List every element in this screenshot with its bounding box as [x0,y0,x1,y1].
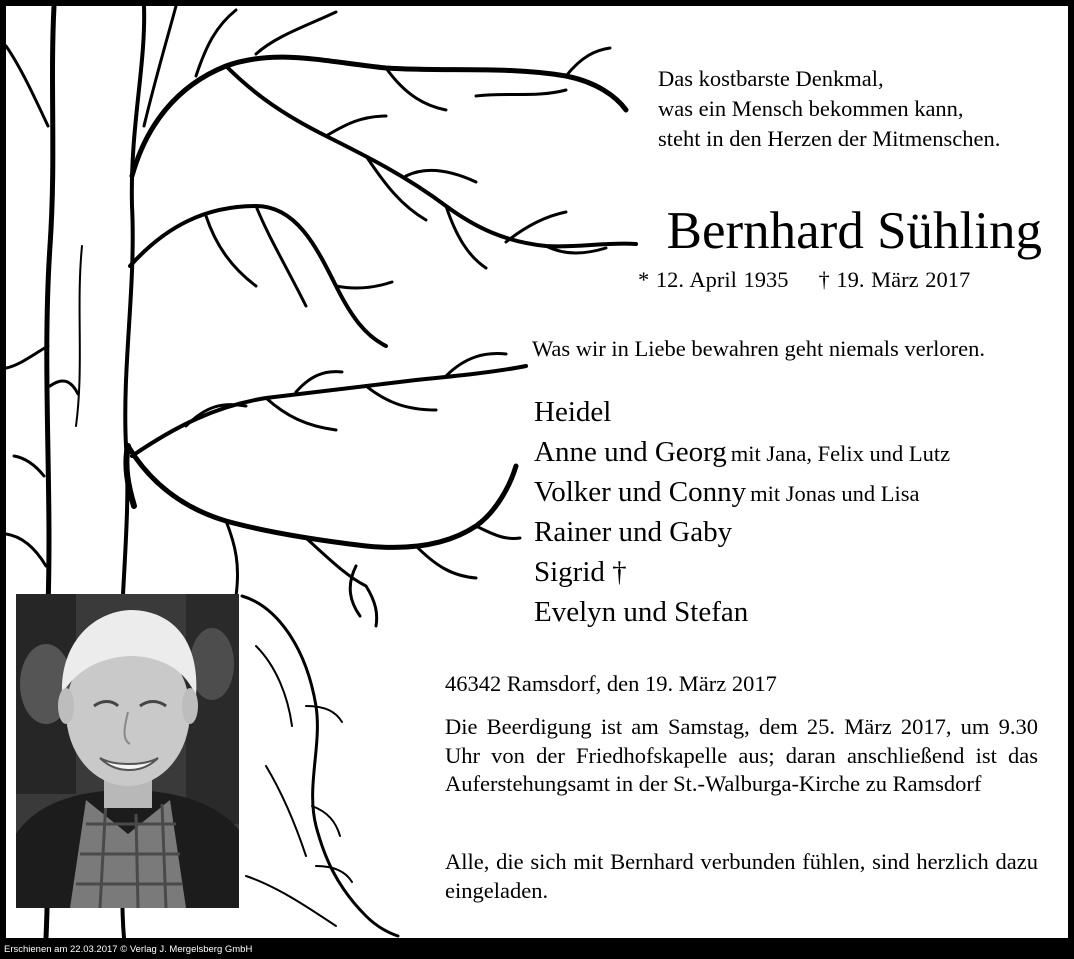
place-and-date: 46342 Ramsdorf, den 19. März 2017 [445,671,777,696]
death-date: † 19. März 2017 [818,267,971,292]
mourner-entry [534,472,950,512]
mourner-names: Volker und Conny [534,476,747,508]
mourner-names: Anne und Georg [534,436,727,468]
memorial-verse [658,64,1000,154]
obituary-notice [6,6,1068,938]
funeral-details: Die Beerdigung ist am Samstag, dem 25. März 2017, um 9.30 Uhr von der Friedhofskapelle aus; daran anschließend ist das Auferstehungsamt in der St.-Walburga-Kirche zu Ramsdorf [445,714,1038,797]
mourner-names: Heidel [534,396,612,428]
mourner-names: Evelyn und Stefan [534,596,749,628]
mourners-list [534,392,950,632]
mourner-names: Rainer und Gaby [534,516,733,548]
mourner-children: mit Jana, Felix und Lutz [730,441,951,466]
birth-date: * 12. April 1935 [638,267,789,292]
mourner-entry [534,552,950,592]
mourner-children: mit Jonas und Lisa [750,481,920,506]
portrait-photo [16,594,239,908]
motto: Was wir in Liebe bewahren geht niemals verloren. [532,336,986,361]
deceased-name: Bernhard Sühling [666,202,1042,260]
verse-line: Das kostbarste Denkmal, [658,66,884,91]
verse-line: steht in den Herzen der Mitmenschen. [658,126,1001,151]
life-dates [638,266,970,294]
mourner-entry [534,432,950,472]
mourner-names: Sigrid † [534,556,627,588]
publisher-footer: Erschienen am 22.03.2017 © Verlag J. Mergelsberg GmbH [4,944,253,955]
mourner-entry [534,392,950,432]
mourner-entry [534,512,950,552]
mourner-entry [534,592,950,632]
verse-line: was ein Mensch bekommen kann, [658,96,964,121]
invitation-text: Alle, die sich mit Bernhard verbunden fühlen, sind herzlich dazu eingeladen. [445,849,1038,903]
